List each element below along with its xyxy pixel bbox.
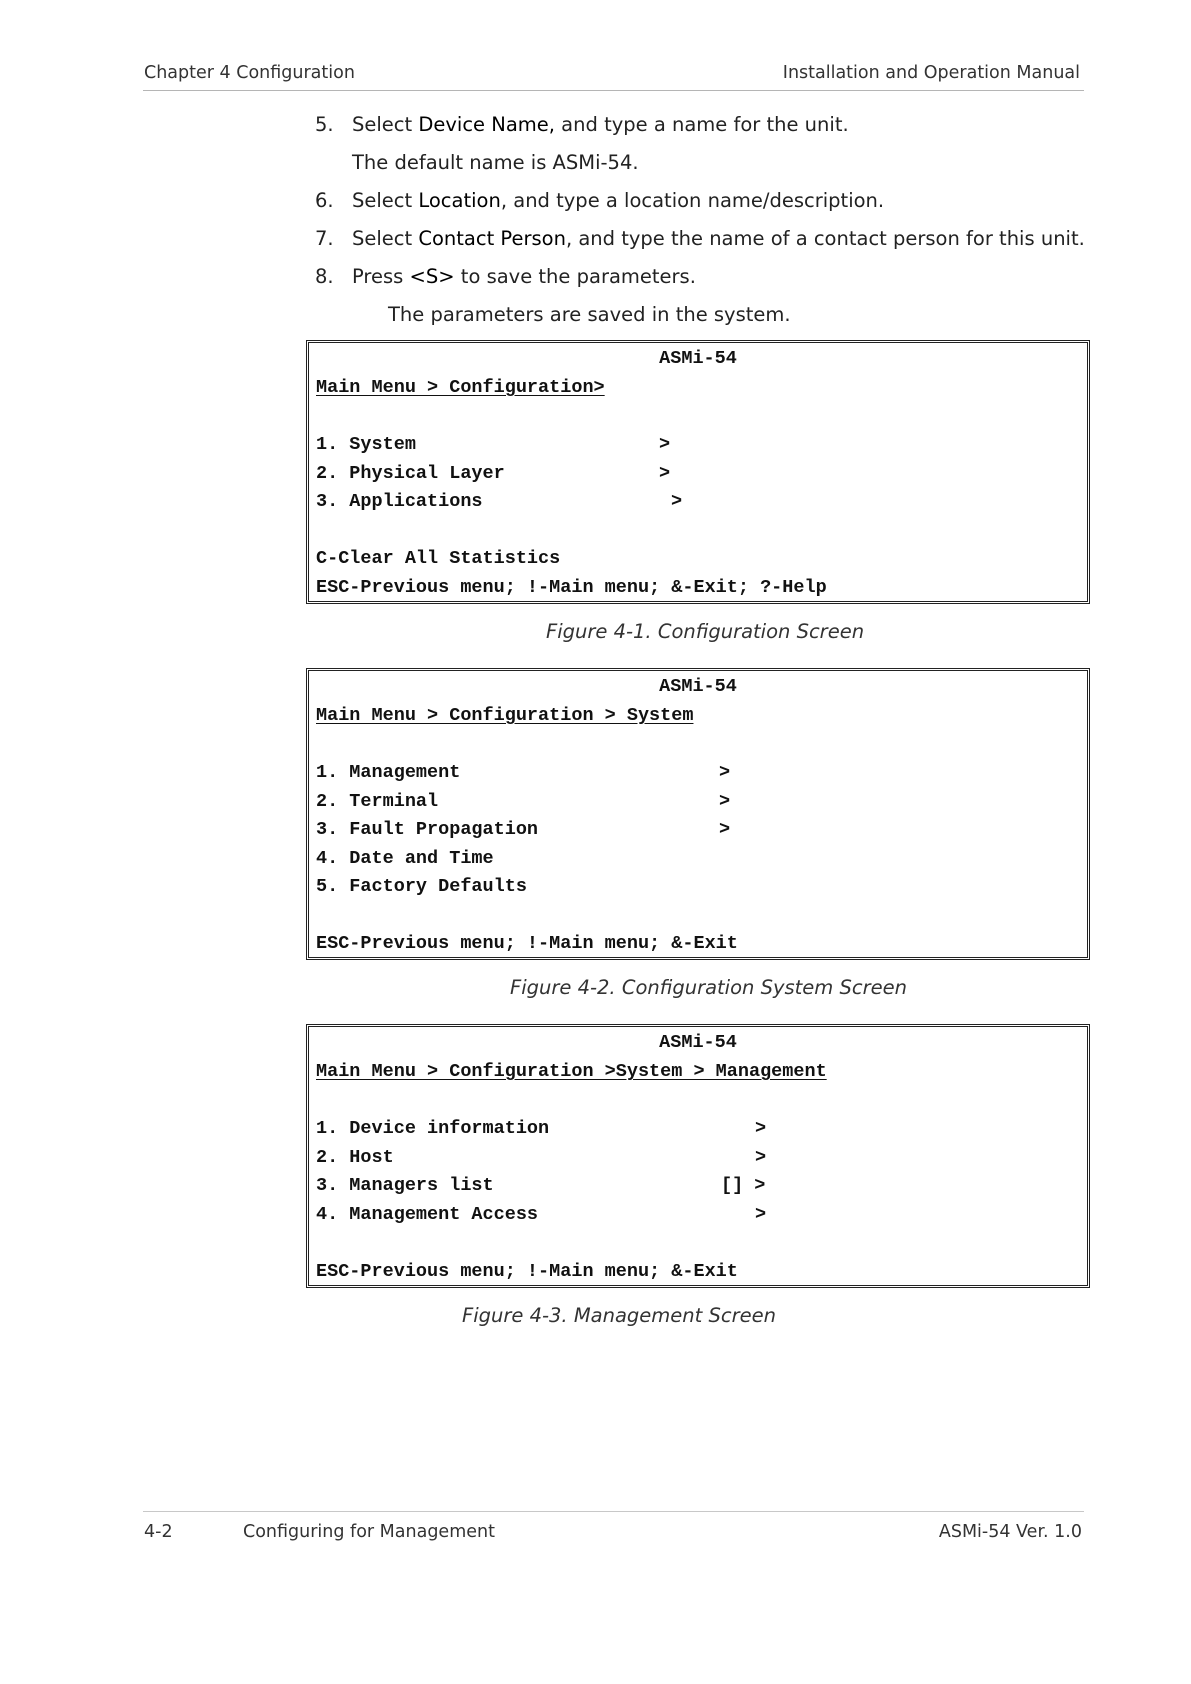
menu-item-applications[interactable]: 3. Applications xyxy=(316,491,483,512)
manual-title: Installation and Operation Manual xyxy=(782,63,1080,83)
screen-footer-keys: ESC-Previous menu; !-Main menu; &-Exit xyxy=(316,1261,738,1282)
page-header xyxy=(143,60,1084,91)
management-screen xyxy=(306,1024,1090,1288)
screen-footer-keys: ESC-Previous menu; !-Main menu; &-Exit xyxy=(316,933,738,954)
menu-item-management[interactable]: 1. Management xyxy=(316,762,461,783)
step-text xyxy=(352,189,884,212)
step-number: 8. xyxy=(315,265,334,288)
screen-title: ASMi-54 xyxy=(659,1032,737,1053)
breadcrumb: Main Menu > Configuration > System xyxy=(316,705,694,726)
step-number: 7. xyxy=(315,227,334,250)
step-text xyxy=(352,265,696,288)
screen-title: ASMi-54 xyxy=(659,676,737,697)
step-text xyxy=(352,113,849,136)
footer-rule xyxy=(143,1511,1084,1513)
menu-item-factory-defaults[interactable]: 5. Factory Defaults xyxy=(316,876,527,897)
screen-title: ASMi-54 xyxy=(659,348,737,369)
figure-caption: Figure 4-2. Configuration System Screen xyxy=(510,976,907,999)
step-pre: Select xyxy=(352,227,419,250)
menu-item-device-information[interactable]: 1. Device information xyxy=(316,1118,550,1139)
configuration-system-screen xyxy=(306,668,1090,960)
step-pre: Select xyxy=(352,189,419,212)
list-submenu-indicator: [] > xyxy=(721,1175,766,1196)
menu-item-physical-layer[interactable]: 2. Physical Layer xyxy=(316,463,505,484)
submenu-arrow: > xyxy=(755,1204,767,1225)
submenu-arrow: > xyxy=(671,491,683,512)
figure-caption: Figure 4-3. Management Screen xyxy=(462,1304,776,1327)
chapter-title: Chapter 4 Configuration xyxy=(144,63,355,83)
step-number: 6. xyxy=(315,189,334,212)
menu-item-host[interactable]: 2. Host xyxy=(316,1147,394,1168)
submenu-arrow: > xyxy=(719,819,731,840)
step-term: <S> xyxy=(409,265,455,288)
menu-item-system[interactable]: 1. System xyxy=(316,434,416,455)
screen-footer-keys: ESC-Previous menu; !-Main menu; &-Exit; ?-Help xyxy=(316,577,827,598)
step-post: , and type the name of a contact person for this unit. xyxy=(565,227,1085,250)
submenu-arrow: > xyxy=(719,762,731,783)
step-pre: Select xyxy=(352,113,419,136)
menu-item-managers-list[interactable]: 3. Managers list xyxy=(316,1175,494,1196)
section-title: Configuring for Management xyxy=(243,1522,495,1542)
default-name-note: The default name is ASMi-54. xyxy=(352,151,639,174)
menu-item-management-access[interactable]: 4. Management Access xyxy=(316,1204,539,1225)
saved-note: The parameters are saved in the system. xyxy=(388,303,791,326)
step-post: to save the parameters. xyxy=(454,265,696,288)
step-term: Contact Person xyxy=(418,227,566,250)
submenu-arrow: > xyxy=(755,1118,767,1139)
page-number: 4-2 xyxy=(144,1522,173,1542)
menu-item-date-and-time[interactable]: 4. Date and Time xyxy=(316,848,494,869)
step-post: and type a name for the unit. xyxy=(554,113,849,136)
step-term: Device Name, xyxy=(418,113,555,136)
submenu-arrow: > xyxy=(755,1147,767,1168)
menu-item-terminal[interactable]: 2. Terminal xyxy=(316,791,439,812)
menu-item-fault-propagation[interactable]: 3. Fault Propagation xyxy=(316,819,539,840)
clear-statistics-option[interactable]: C-Clear All Statistics xyxy=(316,548,561,569)
step-number: 5. xyxy=(315,113,334,136)
breadcrumb: Main Menu > Configuration> xyxy=(316,377,605,398)
submenu-arrow: > xyxy=(719,791,731,812)
step-term: Location xyxy=(418,189,501,212)
product-version: ASMi-54 Ver. 1.0 xyxy=(938,1522,1082,1542)
submenu-arrow: > xyxy=(659,463,671,484)
submenu-arrow: > xyxy=(659,434,671,455)
step-post: , and type a location name/description. xyxy=(500,189,885,212)
step-text xyxy=(352,227,1085,250)
breadcrumb: Main Menu > Configuration >System > Management xyxy=(316,1061,827,1082)
figure-caption: Figure 4-1. Configuration Screen xyxy=(546,620,865,643)
configuration-screen xyxy=(306,340,1090,604)
step-pre: Press xyxy=(352,265,410,288)
